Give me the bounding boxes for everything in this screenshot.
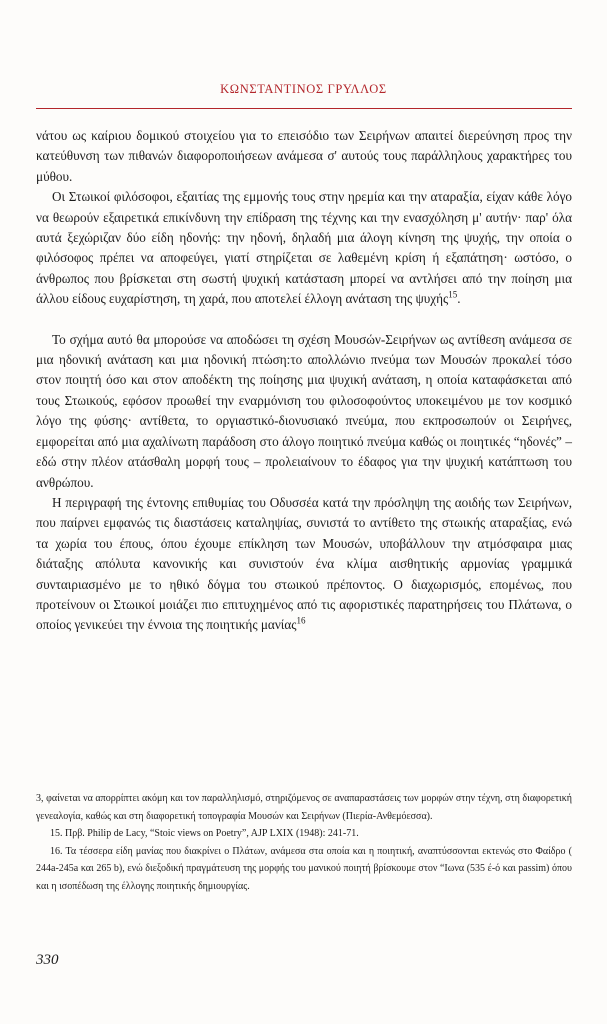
paragraph-continuation [36, 126, 572, 187]
paragraph-stoic-philosophers: Οι Στωικοί φιλόσοφοι, εξαιτίας της εμμονής τους στην ηρεμία και την αταραξία, είχαν κάθε λόγο να θεωρούν εξαιρετικά επικίνδυνη την επίδραση της τέχνης και την ενασχόληση μ' αυτήν· παρ' όλα αυτά ξεχώριζαν δύο είδη ηδονής: την ηδονή, δηλαδή μια άλογη κίνηση της ψυχής, την οποία ο φιλόσοφος πρέπει να αποφεύγει, γιατί στηρίζεται σε λαθεμένη κρίση ή εξαπάτηση· ωστόσο, ο άνθρωπος που βρίσκεται στη σωστή ψυχική κατάσταση μπορεί να αντλήσει από την ποίηση μια άλλου είδους ευχαρίστηση, τη χαρά, που αποτελεί έλλογη ανάταση της ψυχής$^{15}$. [36, 189, 572, 307]
paragraph-muses-sirens-scheme [36, 330, 572, 493]
header-divider-rule [36, 108, 572, 109]
paragraph-text: Οι Στωικοί φιλόσοφοι, εξαιτίας της εμμονής τους στην ηρεμία και την αταραξία, είχαν κάθε λόγο να θεωρούν εξαιρετικά επικίνδυνη την επίδραση της τέχνης και την ενασχόληση μ' αυτήν· παρ' όλα αυτά ξεχώριζαν δύο είδη ηδονής: την ηδονή, δηλαδή μια άλογη κίνηση της ψυχής, την οποία ο φιλόσοφος πρέπει να αποφεύγει, γιατί στηρίζεται σε λαθεμένη κρίση ή εξαπάτηση· ωστόσο, ο άνθρωπος που βρίσκεται στη σωστή ψυχική κατάσταση μπορεί να αντλήσει από την ποίηση μια άλλου είδους ευχαρίστηση, τη χαρά, που αποτελεί έλλογη ανάταση της ψυχής [36, 189, 572, 307]
paragraph-odysseus-desire [36, 493, 572, 636]
paragraph-text: νάτου ως καίριου δομικού στοιχείου για το επεισόδιο των Σειρήνων απαιτεί διερεύνηση προς την κατεύθυνση των πιθανών διαφοροποιήσεων ανάμεσα σ' αυτούς τους παράλληλους χαρακτήρες του μύθου. [36, 128, 572, 184]
footnote-item: 3, φαίνεται να απορρίπτει ακόμη και τον παραλληλισμό, στηριζόμενος σε αναπαραστάσεις των μορφών στην τέχνη, στη διαφορετική γενεαλογία, καθώς και στη διαφορετική τοπογραφία Μουσών και Σειρήνων (Πιερία-Ανθεμόεσσα). [36, 793, 572, 822]
paragraph-text: Η περιγραφή της έντονης επιθυμίας του Οδυσσέα κατά την πρόσληψη της αοιδής των Σειρήνων, που παίρνει εμφανώς τις διαστάσεις καταληψίας, συνιστά το αντίθετο της στωικής αταραξίας, ενώ τα χωρία του έπους, όπου έχουμε επίκληση των Μουσών, υποβάλλουν την ατμόσφαιρα μιας διάταξης απόλυτα κανονικής και συνιστούν ένα κλίμα αισθητικής αρμονίας γραμμικά συνταιριασμένο με το ηθικό δόγμα του στωικού πρέποντος. Ο διαχωρισμός, επομένως, που προτείνουν οι Στωικοί μοιάζει πιο επιτυχημένος από τις αφοριστικές παρατηρήσεις του Πλάτωνα, ο οποίος γενικεύει την έννοια της ποιητικής μανίας [36, 494, 572, 633]
footnote-item: 16. Τα τέσσερα είδη μανίας που διακρίνει ο Πλάτων, ανάμεσα στα οποία και η ποιητική, αναπτύσσονται εκτενώς στο Φαίδρο ( 244a-245a και 265 b), ενώ διεξοδική πραγμάτευση της μορφής του μανικού ποιητή βρίσκουμε στον “Ιωνα (535 έ-ό και passim) όπου και η ισοπέδωση της έλλογης ποιητικής δημιουργίας. [36, 845, 572, 892]
page-number: 330 [36, 952, 59, 968]
footnote-reference: 15 [448, 289, 458, 300]
running-head-author: ΚΩΝΣΤΑΝΤΙΝΟΣ ΓΡΥΛΛΟΣ [220, 82, 387, 96]
main-text-block [36, 126, 572, 636]
footnote-reference: 16 [296, 615, 306, 626]
paragraph-text: Το σχήμα αυτό θα μπορούσε να αποδώσει τη σχέση Μουσών-Σειρήνων ως αντίθεση ανάμεσα σε μια ηδονική ανάταση και μια ηδονική πτώση:το απολλώνιο πνεύμα των Μουσών προκαλεί τόσο στον ποιητή όσο και στον αποδέκτη της ποίησης μια ψυχική ανάταση, η οποία καταφάσκεται από τους Στωικούς, εφόσον προωθεί την εναρμόνιση του φιλοσοφούντος υποκειμένου με τον κοσμικό λόγο της φύσης· αντίθετα, το οργιαστικό-διονυσιακό πνεύμα, που εκπροσωπούν οι Σειρήνες, εμφορείται από μια αχαλίνωτη παράδοση στο άλογο ποιητικό πνεύμα καθώς οι ποιητικές “ηδονές” – εδώ στην πλέον ατάσθαλη μορφή τους – προλειαίνουν το έδαφος για την ψυχική κατάπτωση του ανθρώπου. [36, 331, 572, 490]
footnote-item: 15. Πρβ. Philip de Lacy, “Stoic views on Poetry”, AJP LXIX (1948): 241-71. [50, 828, 359, 839]
footnotes-section [36, 790, 572, 895]
